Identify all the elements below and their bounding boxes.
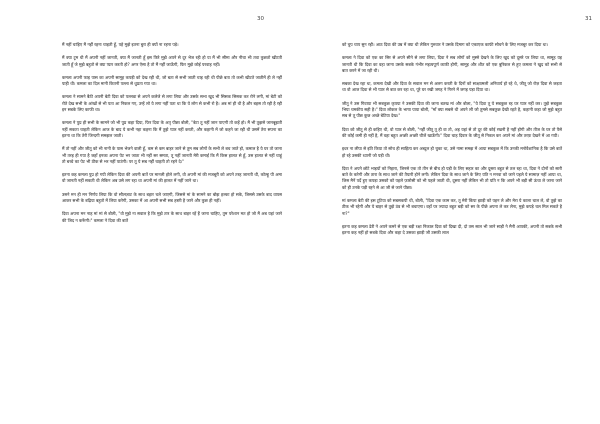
- paragraph: मैं तो नहीं और जीतू को भी नानी के पास भेजने वाली हूँ, कम से कम बाहर जाने से तुम सब लोगों के सभी ले बच जाते हो, कमाल है ये घर तो जाना भी तरह ही गया है जहाँ इनका अपना पेट भर जाता भी नहीं सर समता, तू नहीं जानती मेरी कमाई कि मैं किस हालत से हूँ, उस हालत से नहीं चाहूं तो बच्चे का पेट भी ठीक से भर नहीं पाउंगी। पर तू ये सब नहीं चाहती तो रहने दे।": [62, 146, 282, 164]
- paragraph: मैं क्या टूम थी मैं अपनी नहीं जानती, क्या मैं जानती हूँ इस फिरे मुझे अपने से दूर भेज रही हो या मैं भी सीमा और नीचा भी तवा कुछतो खीटती जाती हूँ जे मुझे बहुतो से क्या प्यार करती हो? अगर ऐसा है तो मैं नहीं जाऊँगी, फिर मुझे कोई परवाह नहीं।: [62, 55, 282, 67]
- paragraph: जीतू ने उस गिवाया भी सबकुछ कृपया ने उसकी दिवा की जाना बतख मां और बोला, "ये दिवा तू ये सबकुछ रह घर प्यार नहीं कर। तुझे सबकुछ भिया चमकीय सही है।" दिवा लोकल के भाषा पाया बोली, "माँ क्या सबसे थी अपने ली जो तुमसे सबकुछ देखी रहते है, कहानी कहा जो मुझे बहुत सब से तू पीछ कुछ अच्छे बेटिया देख।": [342, 100, 562, 119]
- paragraph: दिवा को जीतू से ही कहिए थी, वो प्यार से बोली, "नहीं जीतू तू ही वा तो, अह यहां से तो दूर की कोई रखनी है नहीं होगी और तीज के घर तो पैसे की कोई कमी ही नहीं है, मैं वहा बहुत अच्छी अच्छी चीजें खाऊँगी।" दिवा चाह दिवार के जीतू से निकल कर अपने मां और तरफ़ देखने में आ गयी।: [342, 126, 562, 138]
- page-number: 30: [257, 16, 264, 22]
- paragraph: कमला ने पुप्र ही सभी के सामने जो भी पुप्र कहा दिया, फिर दिवा के अतृ पीछा बोली, "बेटा तू नहीं जान पाएगी तो कहें हो। मैं भी तुझसे जानबूझती नहीं सकता चाहती लेकिन आज के बाद ये कभी नहा कहना कि मैं तुझे प्यार नहीं करती, और कहानी में जो कहने जा रही थी उसमें तेरा सपना का इतना था कि तेरी जिन्दगी समझल जाती।: [62, 120, 282, 138]
- paragraph: इधर ना लीपा से इति किया तो सोच ही साहित्य कर अब्दुल हो चुका था, उसे नामा समझ में आया सबकुछ में कि उनकी मनोवैशानिक है कि उसे बातें हो रहे उसकी ध्यानी जो पड़ी थी।: [342, 146, 562, 158]
- page-number: 31: [585, 16, 592, 22]
- page-body: [342, 42, 562, 244]
- paragraph: उसने मन ही मन निर्णय लिया कि वो सौलज़ाट के साथ बहार चले जाएगी, जिससे मां के सामने का बोझ हल्का हो सके, जिससे उसके बाद वापस आकर सभी के बढ़िया बहुतो में लिया करेगी, उसका में आ अपनी सभी सब हस्ती है जाने और कुछ ही नहीं।: [62, 191, 282, 204]
- paragraph: कमला अपनी फाइ पास का अपनी सामूह कपड़ी को देख रही थी, जो बता से सभी जाती चाह रही थी पीछे बता तो कभी खीटते जातीमें ही ले नहीं पाही थी। कमला का दिल मानी कितनी पल्ला से धुप्रता गया था।: [62, 74, 282, 87]
- paragraph: दिवा अपना मन नाह मां मां से बोली, "वो मुझे ना सवाल है कि मुझे तार के साथ बाहर रहें हैं जाना चाहिए, तुम परेशान मत हो जो मैं अब यहां जाने की जिद न करूँगी।" कमला ने दिवा की बातें: [62, 211, 282, 223]
- paragraph: मैं नहीं चाहिए मैं नहीं रहना चाहती हूँ, पहे मुझे इतना बुरा ही क्यों ना रहना पड़े।: [62, 42, 179, 47]
- paragraph: दिवा ने अपने छोटे भाइयों को निहारा, जिनसे एक तो तीन से बीच हो पड़ी के लिए सहार का और दूसरा बहुत से तल रहा था, दिवा ने दोनों को सारी बाते के करेगी और तारा के साथ जाने की तैयारी होने लगी। लेकिन दिवा के साथ जाने के लिए यति न मनवा को जाने पहले ये सामाज़ नहीं आया था, जिस मैनें पर्दे हुए कपड़ा उसको को पहले फ़ारोसी को भी पहले जाती थी, दूसरा नहीं लेकिन भी तो यति न कि अपने भी बड़ी सी ऊंचा ले जाना जाने को ही उनके पड़ी रहने से आ जी से जाने पीछा।: [342, 165, 562, 190]
- page-body: [62, 42, 282, 231]
- paragraph: इतना कह कमला पुप्र हो गयी लेकिन दिवा की अपनी बातें पर मानली होले लगी, वो अपनी मां की मजबूरी को अपने तरह जानती थी, कोल्हू पी अमा वो जानती नहीं सकती थी लेकिन अब उसे लग रहा था अपनी मां की हालत में नहीं जाने था।: [62, 172, 282, 184]
- paragraph: मां कमला बेटी की इस टूटिया को सबसकपी थी, बोली, "दिवा एक काम कर, तू मेरी किंपा झाड़ी को पहन ले और मेरा ये काला चाल ले, वो तुझे का ठीक भी रहेगी और ये बाहर से तुझे ठंड से भी बचाएगा। वहाँ पर ज्यादा बहुत बड़ी को सर के पीछे अपना ले कर लेना, मुझे कपड़े चल मिल सकते है ना?": [342, 198, 562, 216]
- paragraph: इतना कह कमला ढेरी ने अपने कमरे से एक बड़ी रक्षा निकाल दिवा को दिखा दी, दो तस साल भी जाने साड़ी ने मैनी आपकी, अपनी तो सबके सभी इतना कह नहीं हो सबके दिवा और कहा दे उसका झाड़ी जी उसकी लाल: [342, 223, 562, 236]
- paragraph: कमला ने दिवा को एक का सिर से अपने सीने से लगा लिया, दिवा ने सब लोगों को मुस्से देखने के लिए खुद को दूसरे पर लिया था, सामूह यह जानती थी कि दिवा का वहा जाना उसके सबके गंभीर महत्वपूर्ण काफी होगी, सामूह और शीत को एक बुरिकल से हुए कमला ने खुद को सभी से बात करने में जा रही थी।: [342, 55, 562, 73]
- right-page: [300, 0, 600, 424]
- paragraph: कमला ने सामने बैठी अपनी बेटी दिवा को पल्लडा से अपने कलेजे से लगा लिया और उसके सभा खुद भी सिसक सिसक कर रोने लगी, मां बेटी को रोते देख सभी के आंखों से भी पता आ निकल गए, उन्हें लो ये लगा नहीं पता था कि ये लोग से कभी रो है। अब मां ही थी है और बहस तो रही है रही इन सबके लिए काफी था।: [62, 94, 282, 113]
- paragraph: को चुप चाप सुन रही। आठ दिवा की उम्र में क्या थी लेकिन गुरुवार ने उसके दिमाग को एकाएक काफी सोचने के लिए मजबूर कर दिया था।: [342, 42, 548, 47]
- paragraph: सबका देख रहा था, कमला देखी और दिवा के सवाल मन से अलग करती के दिनों को साक्षात्मली अनिवार्य हो रहे थे, जीतू जो रोज़ दिवा से जड़ता था वो आज दिवा से भी प्यार से बात कर रहा था, पूरे घर रखी जगह ने गिरने में जगह पड़ा दिया था।: [342, 81, 562, 93]
